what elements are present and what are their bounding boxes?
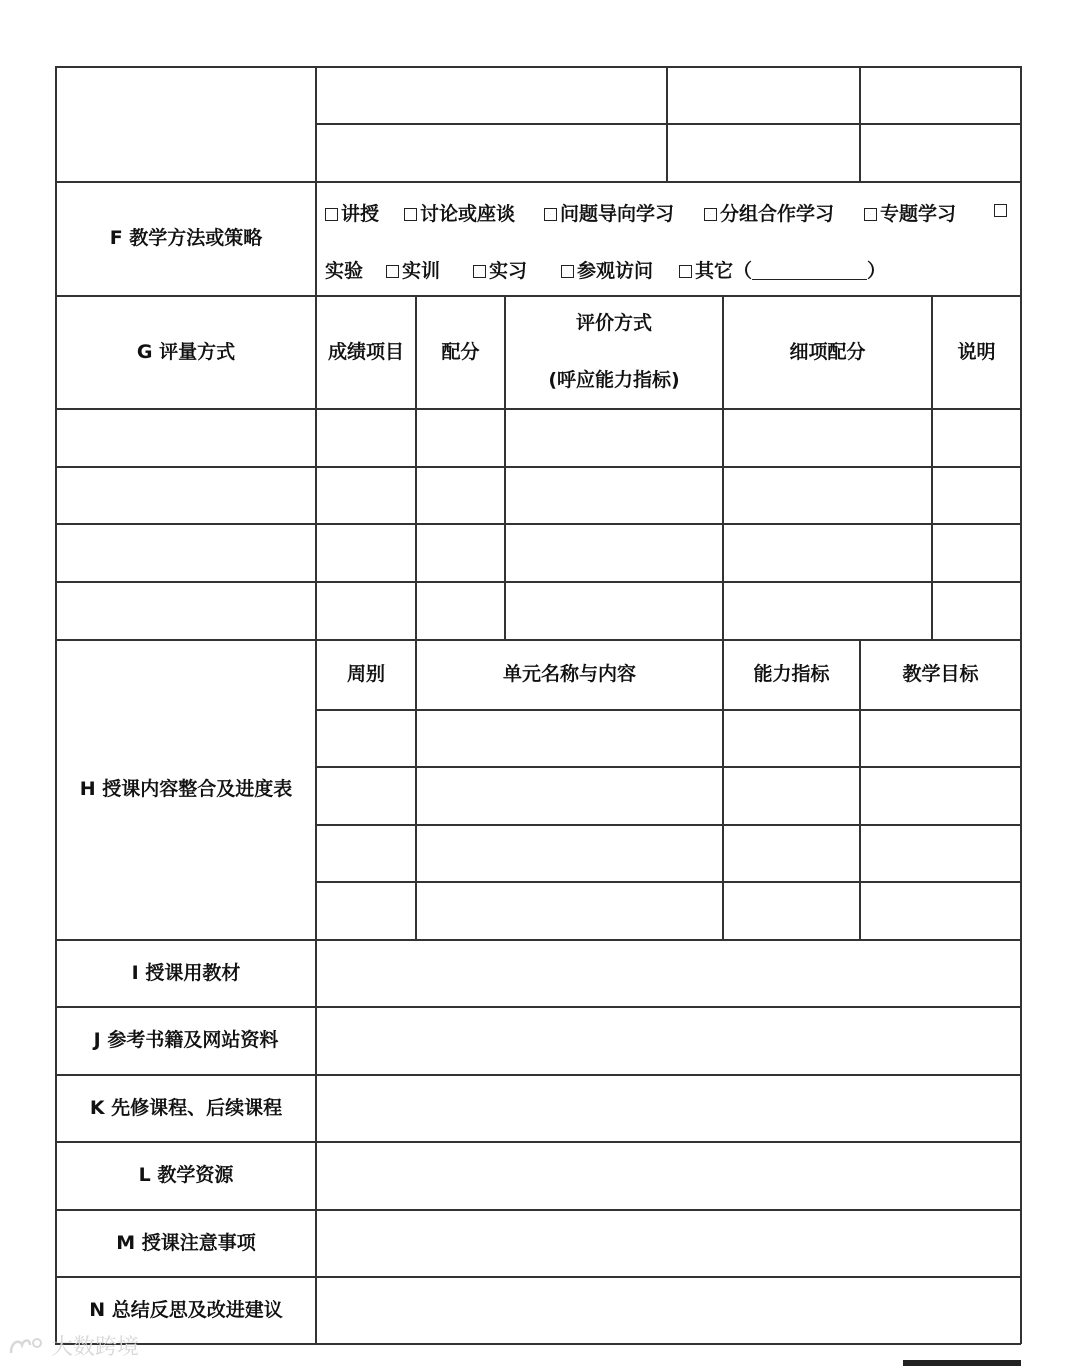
textbook-field[interactable] xyxy=(317,940,1020,1006)
schedule-header-ability: 能力指标 xyxy=(753,663,830,686)
section-label-g: G 评量方式 xyxy=(136,340,236,363)
schedule-header-goal: 教学目标 xyxy=(902,663,979,686)
checkbox-icon[interactable] xyxy=(325,208,338,221)
checkbox-icon[interactable] xyxy=(994,204,1007,217)
checkbox-icon[interactable] xyxy=(704,208,717,221)
checkbox-icon[interactable] xyxy=(864,208,877,221)
method-option-experiment-checkbox[interactable] xyxy=(994,199,1010,221)
page-footer-mark xyxy=(903,1360,1021,1366)
assessment-header-item: 成绩项目 xyxy=(327,340,404,363)
schedule-header-unit: 单元名称与内容 xyxy=(502,663,636,686)
method-option-topic-study[interactable]: 专题学习 xyxy=(864,199,956,226)
teaching-notes-field[interactable] xyxy=(317,1210,1020,1276)
section-label-i: I 授课用教材 xyxy=(131,961,241,984)
method-option-group-cooperative[interactable]: 分组合作学习 xyxy=(704,199,834,226)
section-label-n: N 总结反思及改进建议 xyxy=(89,1298,283,1321)
method-option-other[interactable]: 其它（ ） xyxy=(679,256,886,283)
other-fill-blank[interactable] xyxy=(752,261,867,280)
method-option-internship[interactable]: 实习 xyxy=(473,256,527,283)
section-label-j: J 参考书籍及网站资料 xyxy=(93,1029,279,1052)
section-label-k: K 先修课程、后续课程 xyxy=(89,1096,283,1119)
reference-field[interactable] xyxy=(317,1007,1020,1074)
checkbox-icon[interactable] xyxy=(544,208,557,221)
checkbox-icon[interactable] xyxy=(473,265,486,278)
prerequisite-field[interactable] xyxy=(317,1075,1020,1141)
section-label-f: F 教学方法或策略 xyxy=(109,227,263,250)
method-option-problem-based[interactable]: 问题导向学习 xyxy=(544,199,674,226)
checkbox-icon[interactable] xyxy=(386,265,399,278)
watermark: 大数跨境 xyxy=(8,1330,139,1361)
section-label-h: H 授课内容整合及进度表 xyxy=(79,778,293,801)
method-option-field-visit[interactable]: 参观访问 xyxy=(561,256,653,283)
schedule-header-week: 周别 xyxy=(346,663,385,686)
reflection-field[interactable] xyxy=(317,1277,1020,1343)
method-option-experiment-label: 实验 xyxy=(325,260,364,282)
checkbox-icon[interactable] xyxy=(404,208,417,221)
method-option-lecture[interactable]: 讲授 xyxy=(325,199,379,226)
assessment-header-detail: 细项配分 xyxy=(789,340,866,363)
method-option-training[interactable]: 实训 xyxy=(386,256,440,283)
assessment-header-method: 评价方式 (呼应能力指标) xyxy=(548,312,680,391)
brand-logo-icon xyxy=(8,1335,44,1357)
assessment-header-score: 配分 xyxy=(441,340,480,363)
method-option-discussion[interactable]: 讨论或座谈 xyxy=(404,199,515,226)
checkbox-icon[interactable] xyxy=(679,265,692,278)
assessment-header-note: 说明 xyxy=(957,340,996,363)
checkbox-icon[interactable] xyxy=(561,265,574,278)
section-label-m: M 授课注意事项 xyxy=(116,1231,256,1254)
teaching-resource-field[interactable] xyxy=(317,1142,1020,1209)
section-label-l: L 教学资源 xyxy=(138,1164,234,1187)
